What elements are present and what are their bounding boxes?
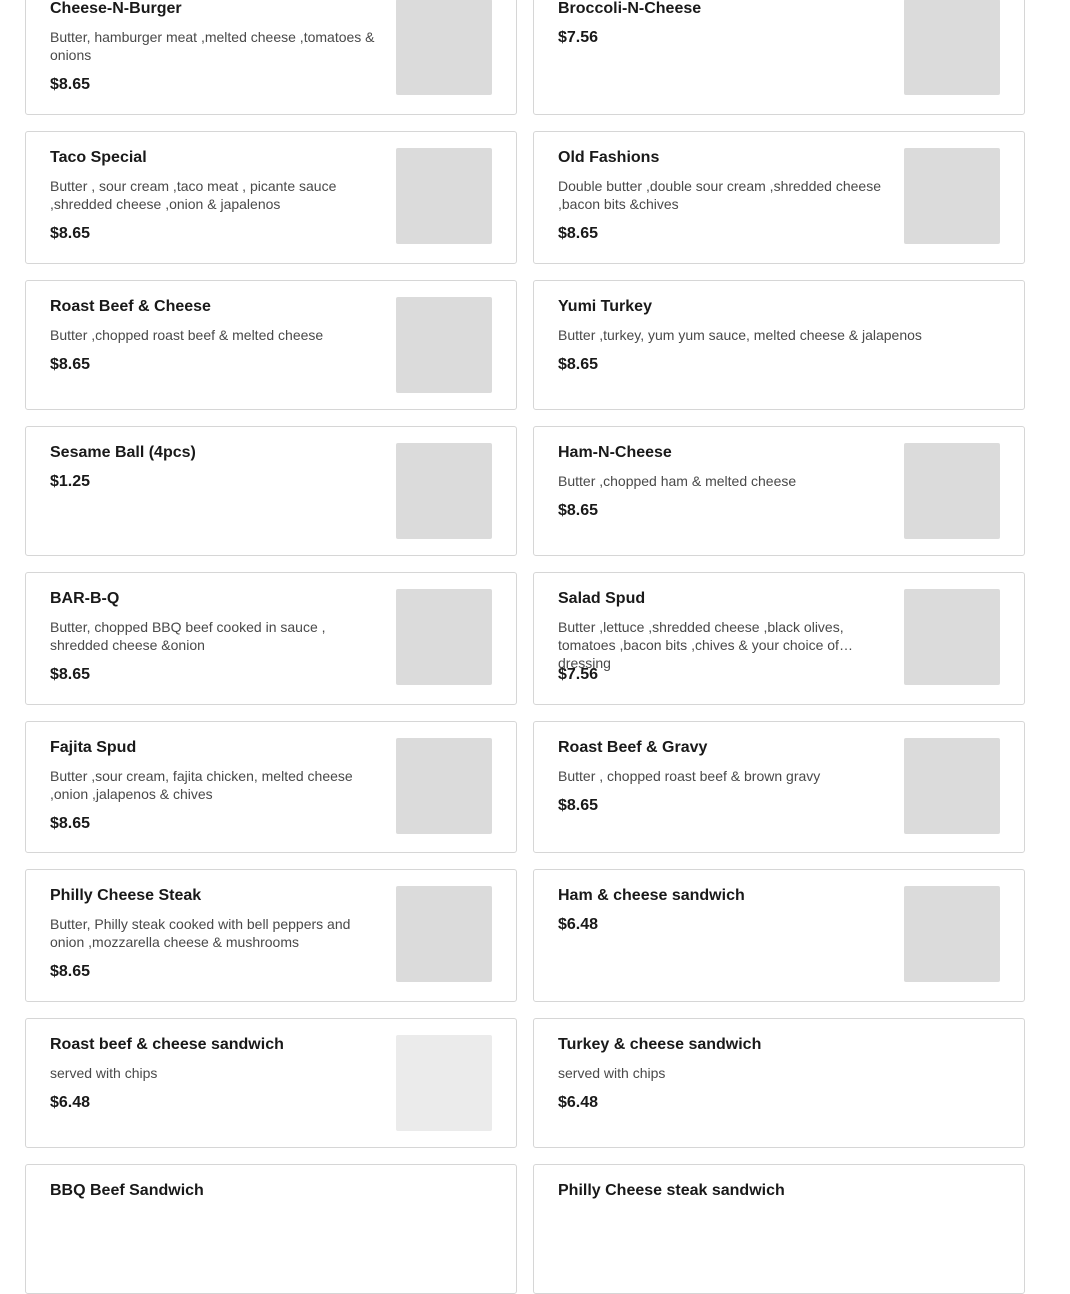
menu-item-image [904,738,1000,834]
menu-item-price: $6.48 [558,1094,599,1111]
menu-item-description: Butter ,lettuce ,shredded cheese ,black olives, tomatoes ,bacon bits ,chives & your choice of dressing [558,619,844,671]
menu-item-name: Fajita Spud [50,739,137,756]
menu-item-price: $8.65 [558,225,599,242]
menu-item-info [50,0,380,95]
menu-item-description: Butter ,sour cream, fajita chicken, melted cheese ,onion ,jalapenos & chives [50,768,353,802]
menu-item-name: Broccoli-N-Cheese [558,0,702,17]
menu-item-description: served with chips [50,1065,158,1081]
menu-item-card[interactable] [533,721,1025,853]
menu-item-card[interactable] [25,572,517,705]
menu-item-grid [25,0,1025,1294]
menu-item-price: $8.65 [50,815,91,832]
menu-item-info [50,738,380,834]
menu-item-name: Philly Cheese Steak [50,887,202,904]
menu-item-price: $8.65 [558,502,599,519]
menu-item-price: $7.56 [558,666,599,683]
menu-item-info [558,886,888,935]
menu-item-price: $7.56 [558,29,599,46]
menu-item-card[interactable] [533,1018,1025,1148]
menu-item-description: Butter ,chopped roast beef & melted cheese [50,327,324,343]
menu-item-card[interactable] [533,869,1025,1002]
menu-item-info [558,297,1000,375]
menu-item-info [50,148,380,244]
menu-item-card[interactable] [533,131,1025,264]
menu-item-image [396,443,492,539]
menu-item-price: $8.65 [50,963,91,980]
menu-item-card[interactable] [533,0,1025,115]
menu-item-description: Butter ,chopped ham & melted cheese [558,473,797,489]
menu-item-image [904,886,1000,982]
menu-item-price: $8.65 [558,797,599,814]
menu-item-description: Double butter ,double sour cream ,shredded cheese ,bacon bits &chives [558,178,881,212]
menu-item-description: Butter ,turkey, yum yum sauce, melted cheese & jalapenos [558,327,922,343]
menu-item-card[interactable] [25,280,517,410]
menu-item-image [396,297,492,393]
menu-item-name: Salad Spud [558,590,646,607]
menu-item-info [558,148,888,244]
menu-item-card[interactable] [25,1018,517,1148]
menu-item-info [50,886,380,982]
menu-item-card[interactable] [533,1164,1025,1294]
menu-item-card[interactable] [533,280,1025,410]
menu-item-card[interactable] [25,721,517,853]
menu-item-price: $8.65 [50,225,91,242]
menu-item-description: served with chips [558,1065,666,1081]
menu-item-image [396,738,492,834]
menu-item-image [904,589,1000,685]
menu-item-image [904,443,1000,539]
menu-item-info [50,443,380,492]
menu-item-info [50,1035,380,1113]
menu-item-price: $6.48 [50,1094,91,1111]
menu-item-name: BBQ Beef Sandwich [50,1182,204,1199]
menu-item-info [558,0,888,48]
menu-item-info [558,1035,1000,1113]
menu-item-info [558,589,888,685]
menu-item-description: Butter , chopped roast beef & brown gravy [558,768,821,784]
menu-item-price: $6.48 [558,916,599,933]
menu-item-name: Turkey & cheese sandwich [558,1036,762,1053]
menu-item-price: $1.25 [50,473,91,490]
menu-item-card[interactable] [25,869,517,1002]
menu-item-description: Butter, Philly steak cooked with bell peppers and onion ,mozzarella cheese & mushrooms [50,916,351,950]
menu-item-name: Sesame Ball (4pcs) [50,444,196,461]
menu-item-name: Old Fashions [558,149,660,166]
menu-item-name: Taco Special [50,149,147,166]
menu-item-name: BAR-B-Q [50,590,120,607]
menu-item-name: Ham & cheese sandwich [558,887,745,904]
menu-item-price: $8.65 [50,666,91,683]
menu-item-info [50,297,380,375]
menu-item-info [558,738,888,816]
menu-item-image [396,148,492,244]
menu-item-price: $8.65 [50,76,91,93]
menu-item-name: Ham-N-Cheese [558,444,672,461]
menu-item-info [558,443,888,521]
menu-item-card[interactable] [25,426,517,556]
menu-item-card[interactable] [25,0,517,115]
menu-item-name: Roast Beef & Cheese [50,298,211,315]
menu-item-name: Yumi Turkey [558,298,652,315]
menu-item-description: Butter, hamburger meat ,melted cheese ,tomatoes & onions [50,29,375,63]
menu-item-name: Roast Beef & Gravy [558,739,708,756]
menu-item-description: Butter, chopped BBQ beef cooked in sauce , shredded cheese &onion [50,619,326,653]
menu-item-image [904,0,1000,95]
menu-item-image [396,1035,492,1131]
menu-item-card[interactable] [25,1164,517,1294]
menu-item-card[interactable] [533,426,1025,556]
menu-item-image [396,589,492,685]
menu-item-name: Roast beef & cheese sandwich [50,1036,284,1053]
menu-item-card[interactable] [25,131,517,264]
menu-item-image [396,886,492,982]
menu-item-name: Philly Cheese steak sandwich [558,1182,785,1199]
menu-item-description: Butter , sour cream ,taco meat , picante sauce ,shredded cheese ,onion & japalenos [50,178,337,212]
menu-item-price: $8.65 [50,356,91,373]
menu-item-price: $8.65 [558,356,599,373]
menu-item-info [558,1181,1000,1201]
menu-item-info [50,1181,492,1201]
menu-item-name: Cheese-N-Burger [50,0,182,17]
menu-item-info [50,589,380,685]
menu-item-image [396,0,492,95]
menu-item-card[interactable] [533,572,1025,705]
menu-item-image [904,148,1000,244]
